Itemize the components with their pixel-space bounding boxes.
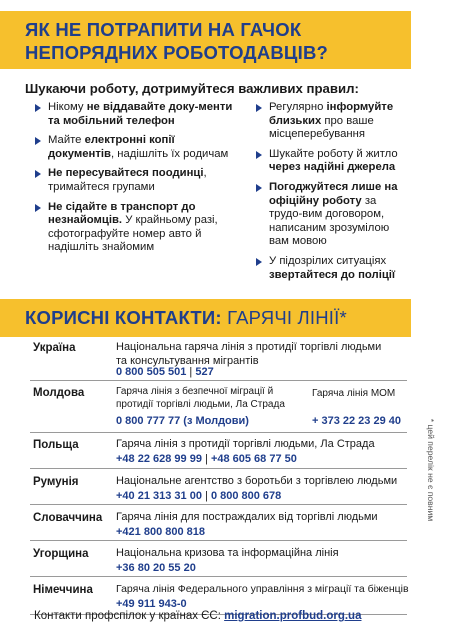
triangle-bullet-icon (256, 151, 262, 159)
rule-item: У підозрілих ситуаціях звертайтеся до поліції (255, 255, 405, 282)
footer-link[interactable]: migration.profbud.org.ua (224, 610, 362, 622)
contacts-table (30, 337, 407, 615)
hotline-description: Гаряча лінія з протидії торгівлі людьми, Ла Страда (116, 438, 375, 450)
hotline-description: Національне агентство з боротьби з торгівлею людьми (116, 475, 398, 487)
title-line-2: НЕПОРЯДНИХ РОБОТОДАВЦІВ? (25, 42, 329, 63)
rule-item: Нікому не віддавайте доку-менти та мобільний телефон (34, 101, 234, 128)
triangle-bullet-icon (256, 104, 262, 112)
country-name: Словаччина (33, 512, 103, 524)
country-name: Молдова (33, 387, 85, 399)
contact-row-romania (30, 469, 407, 505)
side-note: * цей перелік не є повним (426, 418, 436, 522)
side-note-wrap (424, 320, 438, 620)
hotline-phone-iom[interactable]: + 373 22 23 29 40 (312, 415, 401, 427)
hotline-description: Національна кризова та інформаційна лінія (116, 547, 339, 559)
hotline-phone[interactable]: +49 911 943-0 (116, 598, 187, 610)
country-name: Німеччина (33, 584, 93, 596)
rule-item: Майте електронні копії документів, надішліть їх родичам (34, 134, 234, 161)
hotline-phone[interactable]: +421 800 800 818 (116, 526, 206, 538)
rules-list-left (34, 101, 234, 261)
contacts-subtitle: ГАРЯЧІ ЛІНІЇ* (221, 307, 347, 328)
footer (34, 610, 361, 622)
contacts-banner (0, 299, 411, 337)
contacts-title: КОРИСНІ КОНТАКТИ: (25, 307, 222, 328)
country-name: Угорщина (33, 548, 89, 560)
rule-item: Регулярно інформуйте близьких про ваше місцеперебування (255, 101, 405, 142)
country-name: Україна (33, 342, 76, 354)
rules-intro: Шукаючи роботу, дотримуйтеся важливих правил: (25, 81, 359, 96)
footer-text: Контакти профспілок у країнах ЄС: (34, 610, 225, 622)
rule-item: Шукайте роботу й житло через надійні джерела (255, 148, 405, 175)
rule-item: Не сідайте в транспорт до незнайомців. У крайньому разі, сфотографуйте номер авто й надішліть знайомим (34, 201, 234, 255)
hotline-phone[interactable]: 0 800 777 77 (з Молдови) (116, 415, 249, 427)
hotline-phone[interactable]: 0 800 505 501 | 527 (116, 366, 214, 378)
contact-row-ukraine (30, 337, 407, 381)
contact-row-moldova (30, 381, 407, 433)
country-name: Румунія (33, 476, 79, 488)
country-name: Польща (33, 439, 79, 451)
hotline-description: Національна гаряча лінія з протидії торгівлі людьми та консультування мігрантів (116, 341, 382, 367)
title-banner (0, 11, 411, 69)
triangle-bullet-icon (35, 204, 41, 212)
triangle-bullet-icon (35, 137, 41, 145)
rule-item: Не пересувайтеся поодинці, тримайтеся групами (34, 167, 234, 194)
triangle-bullet-icon (35, 170, 41, 178)
hotline-description: Гаряча лінія Федерального управління з міграції та біженців (116, 583, 409, 595)
contact-row-slovakia (30, 505, 407, 541)
triangle-bullet-icon (256, 184, 262, 192)
hotline-description-iom: Гаряча лінія МОМ (312, 388, 396, 399)
hotline-phone[interactable]: +36 80 20 55 20 (116, 562, 196, 574)
contact-row-poland (30, 433, 407, 469)
triangle-bullet-icon (35, 104, 41, 112)
contact-row-hungary (30, 541, 407, 577)
hotline-phone[interactable]: +40 21 313 31 00 | 0 800 800 678 (116, 490, 282, 502)
hotline-description: Гаряча лінія для постраждалих від торгівлі людьми (116, 511, 378, 523)
hotline-description: Гаряча лінія з безпечної міграції й протидії торгівлі людьми, Ла Страда (116, 386, 285, 410)
title-line-1: ЯК НЕ ПОТРАПИТИ НА ГАЧОК (25, 19, 302, 40)
triangle-bullet-icon (256, 258, 262, 266)
rules-list-right (255, 101, 405, 288)
rule-item: Погоджуйтеся лише на офіційну роботу за трудо-вим договором, написаним зрозумілою вам мовою (255, 181, 405, 249)
hotline-phone[interactable]: +48 22 628 99 99 | +48 605 68 77 50 (116, 453, 297, 465)
